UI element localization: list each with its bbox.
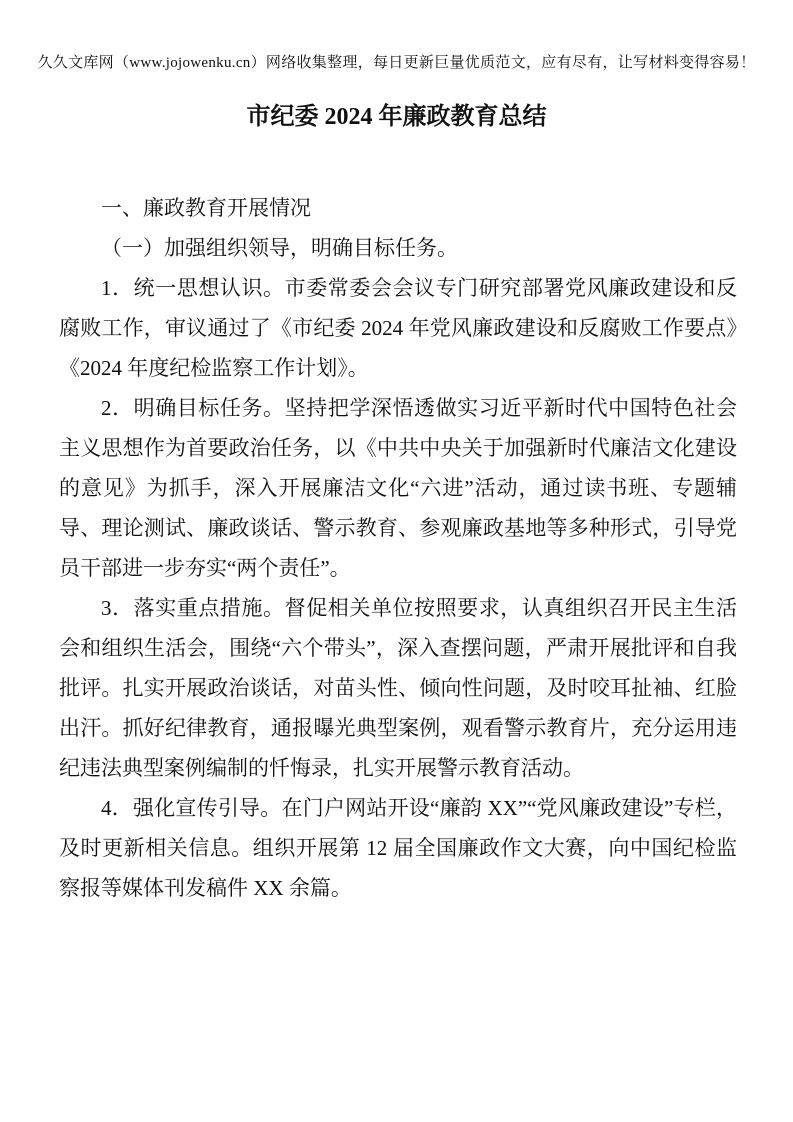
paragraph-item-3: 3．落实重点措施。督促相关单位按照要求，认真组织召开民主生活会和组织生活会，围绕“六个带头”，深入查摆问题，严肃开展批评和自我批评。扎实开展政治谈话，对苗头性、倾向性问题，及时咬耳扯袖、红脸出汗。抓好纪律教育，通报曝光典型案例，观看警示教育片，充分运用违纪违法典型案例编制的忏悔录，扎实开展警示教育活动。	[59, 596, 737, 780]
paragraph-item-1: 1．统一思想认识。市委常委会会议专门研究部署党风廉政建设和反腐败工作，审议通过了《市纪委 2024 年党风廉政建设和反腐败工作要点》《2024 年度纪检监察工作计划》。	[59, 276, 737, 380]
section-heading: 一、廉政教育开展情况	[101, 196, 311, 220]
page-title: 市纪委 2024 年廉政教育总结	[246, 104, 547, 130]
paragraph-item-4: 4．强化宣传引导。在门户网站开设“廉韵 XX”“党风廉政建设”专栏，及时更新相关信息。组织开展第 12 届全国廉政作文大赛，向中国纪检监察报等媒体刊发稿件 XX 余篇。	[59, 796, 737, 900]
paragraph-item-2: 2．明确目标任务。坚持把学深悟透做实习近平新时代中国特色社会主义思想作为首要政治任务，以《中共中央关于加强新时代廉洁文化建设的意见》为抓手，深入开展廉洁文化“六进”活动，通过读书班、专题辅导、理论测试、廉政谈话、警示教育、参观廉政基地等多种形式，引导党员干部进一步夯实“两个责任”。	[59, 396, 737, 580]
document-body	[59, 188, 737, 908]
site-watermark-notice: 久久文库网（www.jojowenku.cn）网络收集整理，每日更新巨量优质范文，应有尽有，让写材料变得容易！	[37, 55, 756, 71]
subsection-heading: （一）加强组织领导，明确目标任务。	[101, 236, 458, 260]
